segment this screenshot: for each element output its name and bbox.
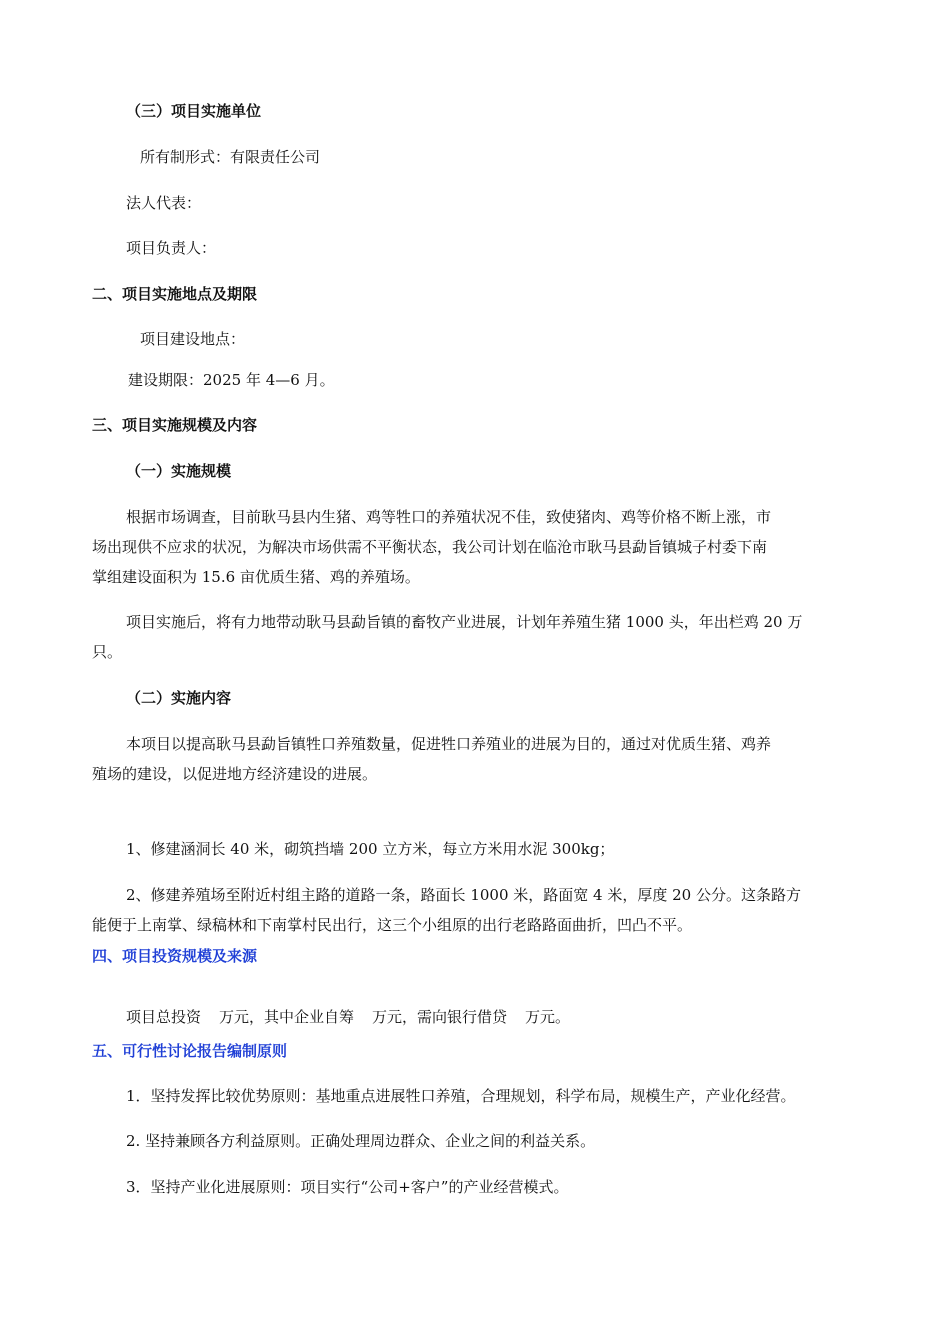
paragraph-content-line1: 本项目以提高耿马县勐旨镇牲口养殖数量，促进牲口养殖业的进展为目的，通过对优质生猪、鸡养	[126, 735, 772, 753]
investment-line	[126, 1007, 570, 1027]
paragraph-scale-line1: 根据市场调查，目前耿马县内生猪、鸡等牲口的养殖状况不佳，致使猪肉、鸡等价格不断上涨，市	[126, 508, 772, 526]
principle-3: 3．坚持产业化进展原则：项目实行“公司+客户”的产业经营模式。	[126, 1178, 569, 1196]
paragraph-impact-line2: 只。	[92, 643, 123, 661]
list-item-culvert: 1、修建涵洞长 40 米，砌筑挡墙 200 立方米，每立方米用水泥 300kg；	[126, 840, 615, 858]
list-item-road-line2: 能便于上南掌、绿稿林和下南掌村民出行，这三个小组原的出行老路路面曲折，凹凸不平。	[92, 916, 693, 934]
investment-unit-label: 万元。	[525, 1008, 571, 1026]
period-line: 建设期限：2025 年 4—6 月。	[128, 371, 335, 389]
paragraph-scale-line3: 掌组建设面积为 15.6 亩优质生猪、鸡的养殖场。	[92, 568, 420, 586]
subheading-scale: （一）实施规模	[126, 462, 232, 480]
legal-rep-line: 法人代表：	[126, 194, 202, 212]
ownership-line: 所有制形式：有限责任公司	[140, 148, 321, 166]
principle-1: 1．坚持发挥比较优势原则：基地重点进展牲口养殖，合理规划，科学布局，规模生产，产业化经营。	[126, 1087, 796, 1105]
location-line: 项目建设地点：	[140, 330, 246, 348]
subheading-implementing-unit: （三）项目实施单位	[126, 102, 262, 120]
manager-line: 项目负责人：	[126, 239, 217, 257]
heading-principles: 五、可行性讨论报告编制原则	[92, 1042, 288, 1060]
investment-self-label: 万元，其中企业自筹	[219, 1008, 355, 1026]
principle-2: 2. 坚持兼顾各方利益原则。正确处理周边群众、企业之间的利益关系。	[126, 1132, 596, 1150]
heading-location-period: 二、项目实施地点及期限	[92, 285, 258, 303]
investment-total-label: 项目总投资	[126, 1008, 202, 1026]
list-item-road-line1: 2、修建养殖场至附近村组主路的道路一条，路面长 1000 米，路面宽 4 米，厚度 20 公分。这条路方	[126, 886, 801, 904]
paragraph-scale-line2: 场出现供不应求的状况，为解决市场供需不平衡状态，我公司计划在临沧市耿马县勐旨镇城子村委下南	[92, 538, 768, 556]
subheading-content: （二）实施内容	[126, 689, 232, 707]
heading-scale-content: 三、项目实施规模及内容	[92, 416, 258, 434]
investment-loan-label: 万元，需向银行借贷	[372, 1008, 508, 1026]
paragraph-content-line2: 殖场的建设，以促进地方经济建设的进展。	[92, 765, 378, 783]
paragraph-impact-line1: 项目实施后，将有力地带动耿马县勐旨镇的畜牧产业进展，计划年养殖生猪 1000 头，年出栏鸡 20 万	[126, 613, 803, 631]
heading-investment: 四、项目投资规模及来源	[92, 947, 258, 965]
